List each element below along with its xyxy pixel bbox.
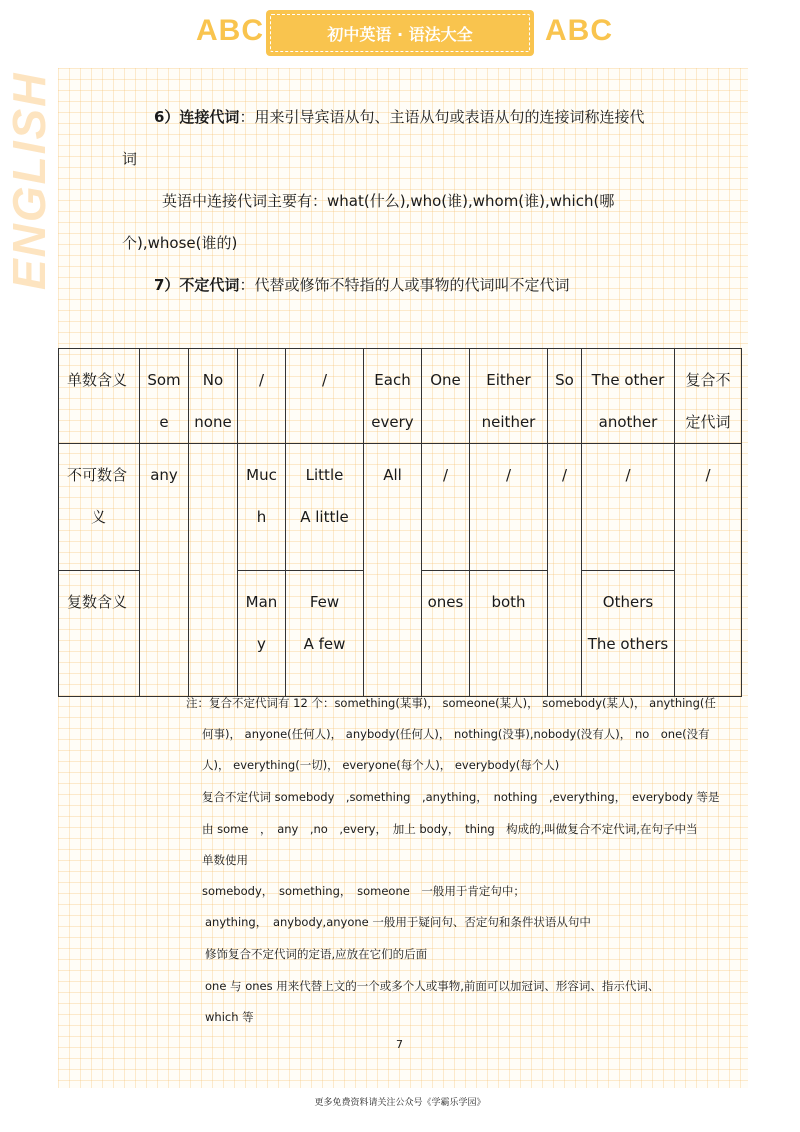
indefinite-pronoun-table	[58, 348, 742, 697]
header-title-box	[266, 10, 534, 56]
abc-right-logo: ABC	[545, 14, 613, 47]
paragraph-connective-pronoun	[154, 108, 644, 126]
table-cell: any	[140, 444, 189, 697]
footer-text: 更多免费资料请关注公众号《学霸乐学园》	[314, 1098, 486, 1108]
note-line: 复合不定代词 somebody ,something ,anything， nothing ,everything， everybody 等是	[202, 790, 720, 804]
table-cell: 复合不 定代词	[675, 349, 742, 444]
heading-connective-pronoun: 6）连接代词	[154, 108, 240, 126]
table-cell: ones	[422, 571, 470, 697]
note-line: 修饰复合不定代词的定语,应放在它们的后面	[205, 947, 428, 961]
paragraph-connective-list-cont: 个),whose(谁的)	[122, 234, 238, 252]
english-side-watermark: ENGLISH	[3, 71, 55, 290]
page-number: 7	[396, 1038, 403, 1051]
page-title: 初中英语 · 语法大全	[270, 14, 530, 52]
table-row	[59, 444, 742, 571]
table-cell: No none	[189, 349, 238, 444]
paragraph-connective-cont: 词	[122, 150, 138, 168]
table-cell: both	[470, 571, 548, 697]
row-head-singular: 单数含义	[59, 349, 140, 444]
table-cell: All	[364, 444, 422, 697]
table-row	[59, 349, 742, 444]
note-line: 何事)， anyone(任何人)， anybody(任何人)， nothing(没事),nobody(没有人)， no one(没有	[202, 727, 710, 741]
row-head-uncountable: 不可数含 义	[59, 444, 140, 571]
table-cell: Others The others	[582, 571, 675, 697]
table-cell: /	[548, 444, 582, 697]
table-cell: Each every	[364, 349, 422, 444]
note-line: 注：复合不定代词有 12 个：something(某事)， someone(某人)， somebody(某人)， anything(任	[186, 696, 716, 710]
indefinite-pronoun-definition: ：代替或修饰不特指的人或事物的代词叫不定代词	[239, 276, 570, 294]
table-cell: Either neither	[470, 349, 548, 444]
abc-left-logo: ABC	[196, 14, 264, 47]
table-cell: Few A few	[286, 571, 364, 697]
note-line: one 与 ones 用来代替上文的一个或多个人或事物,前面可以加冠词、形容词、指示代词、	[205, 979, 660, 993]
paragraph-indefinite-pronoun	[154, 276, 569, 294]
table-cell: Som e	[140, 349, 189, 444]
table-cell: /	[582, 444, 675, 571]
table-cell: /	[675, 444, 742, 697]
note-line: 单数使用	[202, 853, 248, 867]
table-cell: /	[470, 444, 548, 571]
note-line: which 等	[205, 1010, 254, 1024]
table-cell: /	[286, 349, 364, 444]
note-line: anything， anybody,anyone 一般用于疑问句、否定句和条件状语从句中	[205, 915, 591, 929]
heading-indefinite-pronoun: 7）不定代词	[154, 276, 240, 294]
connective-pronoun-definition: ：用来引导宾语从句、主语从句或表语从句的连接词称连接代	[239, 108, 645, 126]
table-cell: Man y	[238, 571, 286, 697]
table-cell: Little A little	[286, 444, 364, 571]
note-line: 人)， everything(一切)， everyone(每个人)， everybody(每个人)	[202, 758, 560, 772]
row-head-plural: 复数含义	[59, 571, 140, 697]
note-line: 由 some ， any ,no ,every， 加上 body， thing 构成的,叫做复合不定代词,在句子中当	[202, 822, 698, 836]
paragraph-connective-list: 英语中连接代词主要有：what(什么),who(谁),whom(谁),which(哪	[162, 192, 615, 210]
table-cell: /	[422, 444, 470, 571]
table-cell: /	[238, 349, 286, 444]
table-cell	[189, 444, 238, 697]
table-cell: The other another	[582, 349, 675, 444]
table-cell: One	[422, 349, 470, 444]
note-line: somebody， something， someone 一般用于肯定句中；	[202, 884, 525, 898]
table-cell: So	[548, 349, 582, 444]
table-cell: Muc h	[238, 444, 286, 571]
